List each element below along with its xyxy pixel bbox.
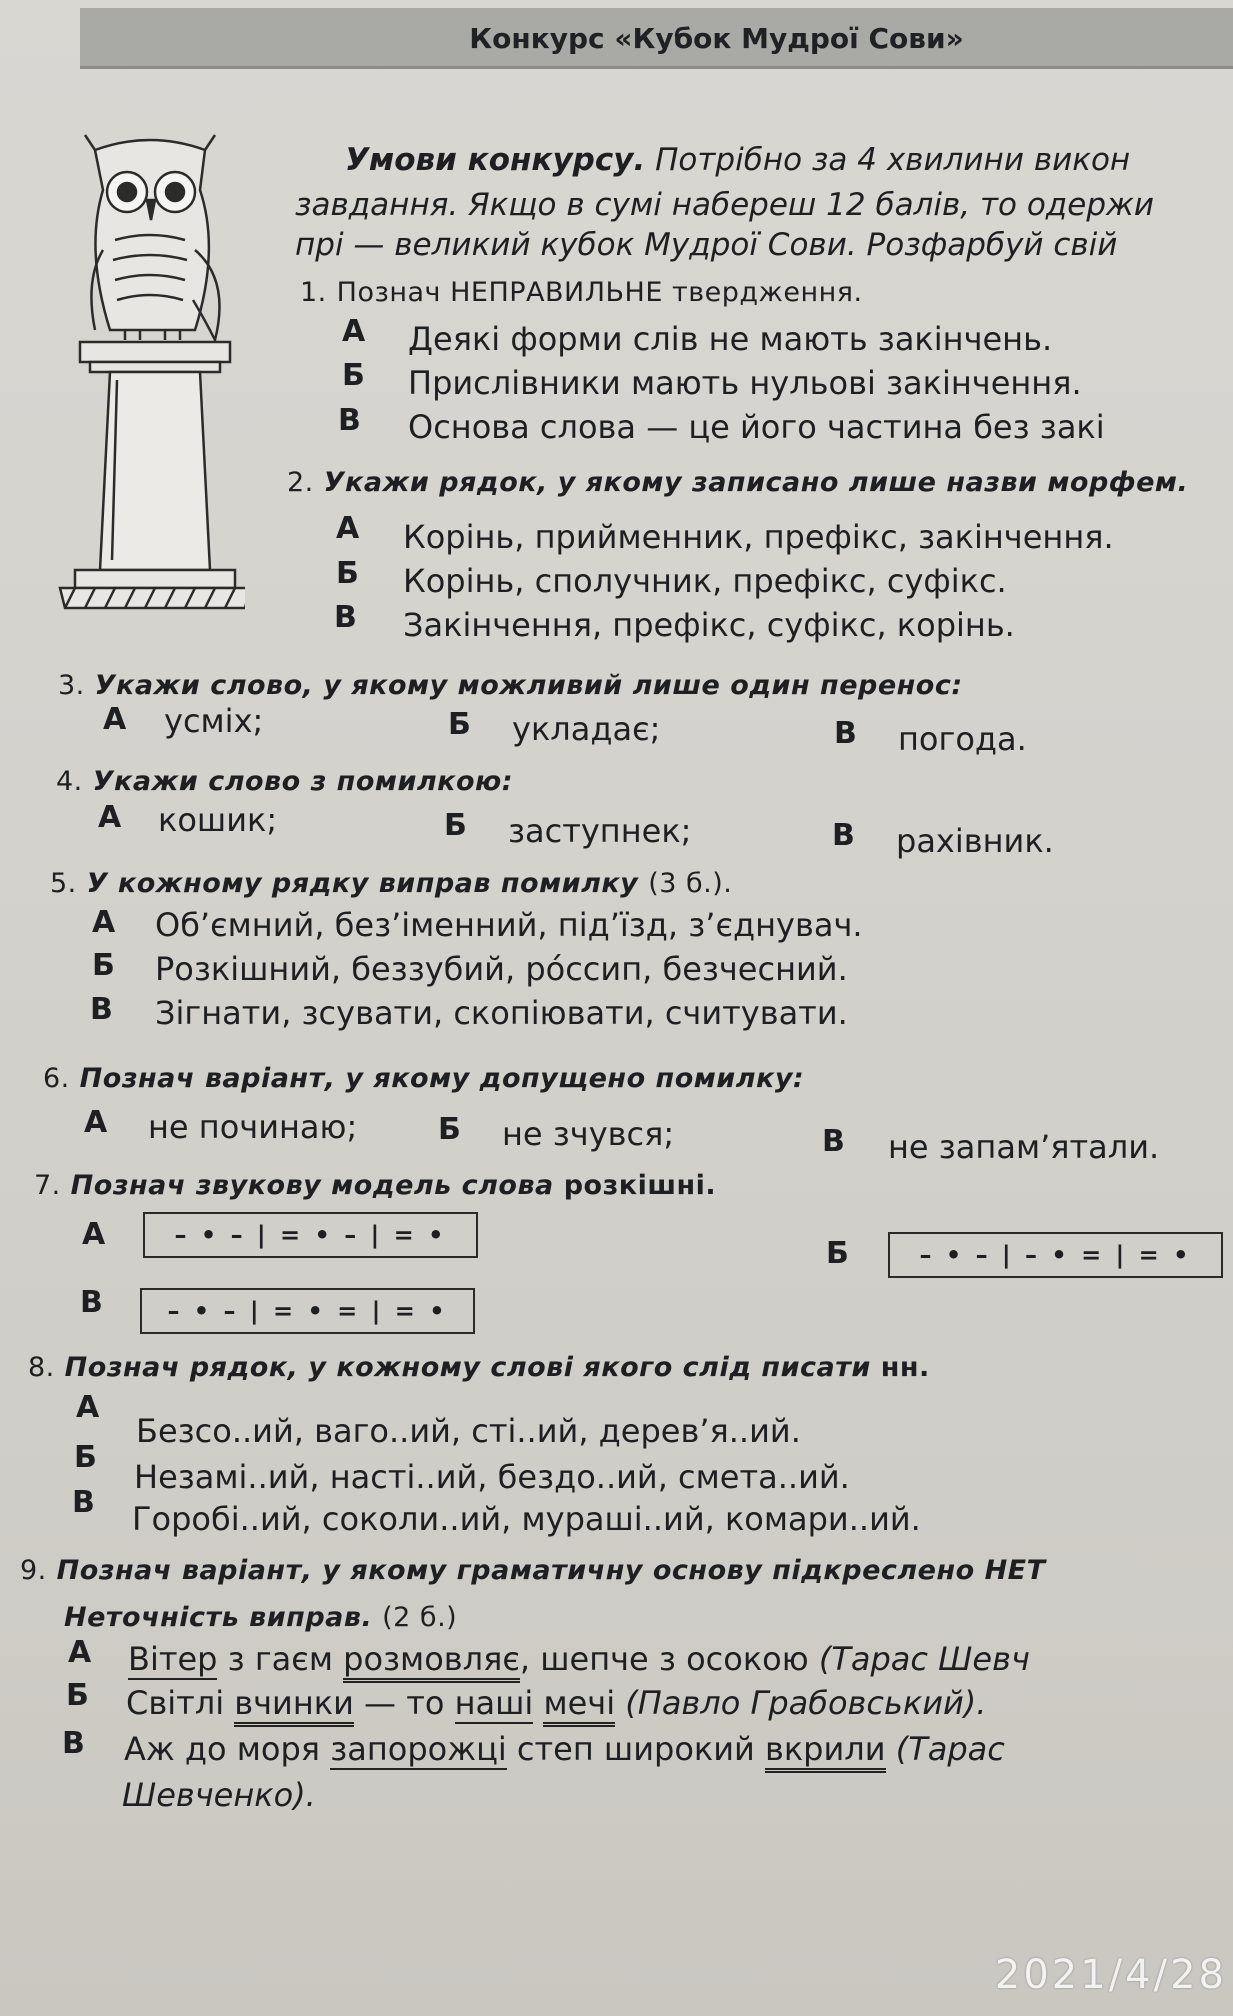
q9-option-b <box>126 1684 986 1722</box>
plain-text <box>533 1684 543 1722</box>
question-number: 2. <box>287 467 314 498</box>
sound-model-box: – • – | = • = | = • <box>140 1288 475 1334</box>
question-9-line-2 <box>64 1602 457 1633</box>
intro-line-1 <box>345 142 1130 178</box>
question-number: 4. <box>56 766 83 797</box>
plain-text: Аж до моря <box>124 1730 331 1768</box>
plain-text: Світлі <box>126 1684 235 1722</box>
option-letter: А <box>76 1390 100 1425</box>
option-text: Основа слова — це його частина без закі <box>408 408 1105 446</box>
option-letter: А <box>98 800 122 835</box>
option-text: Корінь, сполучник, префікс, суфікс. <box>403 562 1007 600</box>
option-letter: В <box>90 992 113 1027</box>
question-text: Укажи слово з помилкою: <box>92 766 514 797</box>
question-text: Познач варіант, у якому граматичну основу підкреслено НЕТ <box>56 1555 1046 1586</box>
option-letter: В <box>80 1285 103 1320</box>
option-letter: А <box>68 1635 92 1670</box>
option-text: Незамі..ий, насті..ий, бездо..ий, смета..ий. <box>134 1458 850 1496</box>
option-letter: А <box>103 702 127 737</box>
option-text: рахівник. <box>896 822 1054 860</box>
option-letter: Б <box>444 808 467 843</box>
option-text: Закінчення, префікс, суфікс, корінь. <box>403 606 1015 644</box>
question-3 <box>58 670 963 701</box>
option-text: кошик; <box>158 801 278 839</box>
option-letter: Б <box>448 707 471 742</box>
page-title: Конкурс «Кубок Мудрої Сови» <box>469 22 964 55</box>
option-text: укладає; <box>512 710 661 748</box>
question-9 <box>20 1555 1046 1586</box>
underlined-subject: запорожці <box>330 1730 507 1768</box>
option-text: Зігнати, зсувати, скопіювати, считувати. <box>155 994 848 1032</box>
option-letter: В <box>822 1124 845 1159</box>
question-1 <box>300 277 863 308</box>
question-number: 6. <box>43 1063 70 1094</box>
question-text-2: Неточність виправ. <box>64 1602 373 1633</box>
author-attribution: (Тарас Шевч <box>818 1640 1030 1678</box>
sound-model-box: – • – | – • = | = • <box>888 1232 1223 1278</box>
underlined-subject: наші <box>454 1684 534 1722</box>
plain-text: , шепче з осокою <box>519 1640 819 1678</box>
option-letter: А <box>92 905 116 940</box>
question-text: Познач варіант, у якому допущено помилку: <box>79 1063 805 1094</box>
underlined-predicate: розмовляє <box>343 1640 520 1683</box>
option-text: не зчувся; <box>502 1115 675 1153</box>
intro-lead: Умови конкурсу. <box>345 142 646 178</box>
question-text: Укажи слово, у якому можливий лише один перенос: <box>94 670 963 701</box>
option-text: Деякі форми слів не мають закінчень. <box>408 320 1053 358</box>
underlined-predicate: вчинки <box>234 1684 354 1727</box>
intro-line-2: завдання. Якщо в сумі набереш 12 балів, то одержи <box>295 187 1155 223</box>
sound-model-box: – • – | = • – | = • <box>143 1212 478 1258</box>
question-number: 3. <box>58 670 85 701</box>
option-text: заступнек; <box>508 812 692 850</box>
question-text: Познач НЕПРАВИЛЬНЕ твердження. <box>336 277 863 308</box>
option-text: Об’ємний, без’іменний, під’їзд, з’єднувач. <box>155 906 863 944</box>
author-attribution: (Павло Грабовський). <box>615 1684 987 1722</box>
intro-line-3: прі — великий кубок Мудрої Сови. Розфарбуй свій <box>295 227 1118 263</box>
underlined-predicate: вкрили <box>765 1730 886 1773</box>
option-letter: В <box>334 600 357 635</box>
question-text: Познач рядок, у кожному слові якого слід писати <box>64 1352 871 1383</box>
question-text: Познач звукову модель слова <box>70 1170 554 1201</box>
question-marker: нн. <box>880 1352 930 1383</box>
author-attribution: (Тарас <box>885 1730 1005 1768</box>
plain-text: степ широкий <box>506 1730 765 1768</box>
question-text: У кожному рядку виправ помилку <box>86 868 639 899</box>
option-letter: А <box>82 1217 106 1252</box>
option-text: Розкішний, беззубий, ро́ссип, безчесний. <box>155 950 848 988</box>
option-letter: В <box>72 1485 95 1520</box>
photo-date-stamp: 2021/4/28 <box>994 1952 1227 1998</box>
question-number: 5. <box>50 868 77 899</box>
option-text: Корінь, прийменник, префікс, закінчення. <box>403 518 1114 556</box>
option-letter: Б <box>66 1678 89 1713</box>
option-letter: Б <box>342 358 365 393</box>
question-number: 1. <box>300 277 327 308</box>
question-8 <box>28 1352 930 1383</box>
option-letter: Б <box>826 1236 849 1271</box>
header-band <box>80 8 1233 69</box>
option-text: усміх; <box>164 702 264 740</box>
question-7 <box>34 1170 716 1201</box>
plain-text: — то <box>353 1684 455 1722</box>
question-6 <box>43 1063 804 1094</box>
q9-option-c <box>124 1730 1005 1768</box>
option-letter: В <box>832 818 855 853</box>
option-letter: А <box>342 314 366 349</box>
option-letter: Б <box>92 948 115 983</box>
question-2 <box>287 467 1188 498</box>
question-points: (2 б.) <box>382 1602 458 1633</box>
option-text: не починаю; <box>148 1108 358 1146</box>
question-5 <box>50 868 732 899</box>
owl-on-column-illustration <box>55 130 245 630</box>
option-text: погода. <box>898 720 1027 758</box>
option-letter: В <box>338 403 361 438</box>
option-letter: Б <box>438 1112 461 1147</box>
q9-option-a <box>128 1640 1030 1678</box>
question-number: 7. <box>34 1170 61 1201</box>
option-letter: А <box>336 511 360 546</box>
option-text: Безсо..ий, ваго..ий, сті..ий, дерев’я..ий. <box>136 1412 801 1450</box>
question-4 <box>56 766 513 797</box>
option-letter: В <box>834 716 857 751</box>
question-number: 9. <box>20 1555 47 1586</box>
question-number: 8. <box>28 1352 55 1383</box>
option-letter: А <box>84 1105 108 1140</box>
question-text: Укажи рядок, у якому записано лише назви морфем. <box>323 467 1189 498</box>
option-letter: В <box>62 1726 85 1761</box>
option-letter: Б <box>74 1440 97 1475</box>
underlined-predicate: мечі <box>543 1684 615 1727</box>
option-text: Горобі..ий, соколи..ий, мураші..ий, комари..ий. <box>132 1500 921 1538</box>
option-text: не запам’ятали. <box>888 1128 1160 1166</box>
question-points: (3 б.). <box>648 868 733 899</box>
option-letter: Б <box>336 556 359 591</box>
author-attribution-line-2: Шевченко). <box>122 1776 316 1814</box>
intro-line-1-text: Потрібно за 4 хвилини викон <box>655 142 1131 178</box>
underlined-subject: Вітер <box>128 1640 218 1678</box>
option-text: Прислівники мають нульові закінчення. <box>408 364 1082 402</box>
question-word: розкішні. <box>563 1170 717 1201</box>
plain-text: з гаєм <box>217 1640 344 1678</box>
